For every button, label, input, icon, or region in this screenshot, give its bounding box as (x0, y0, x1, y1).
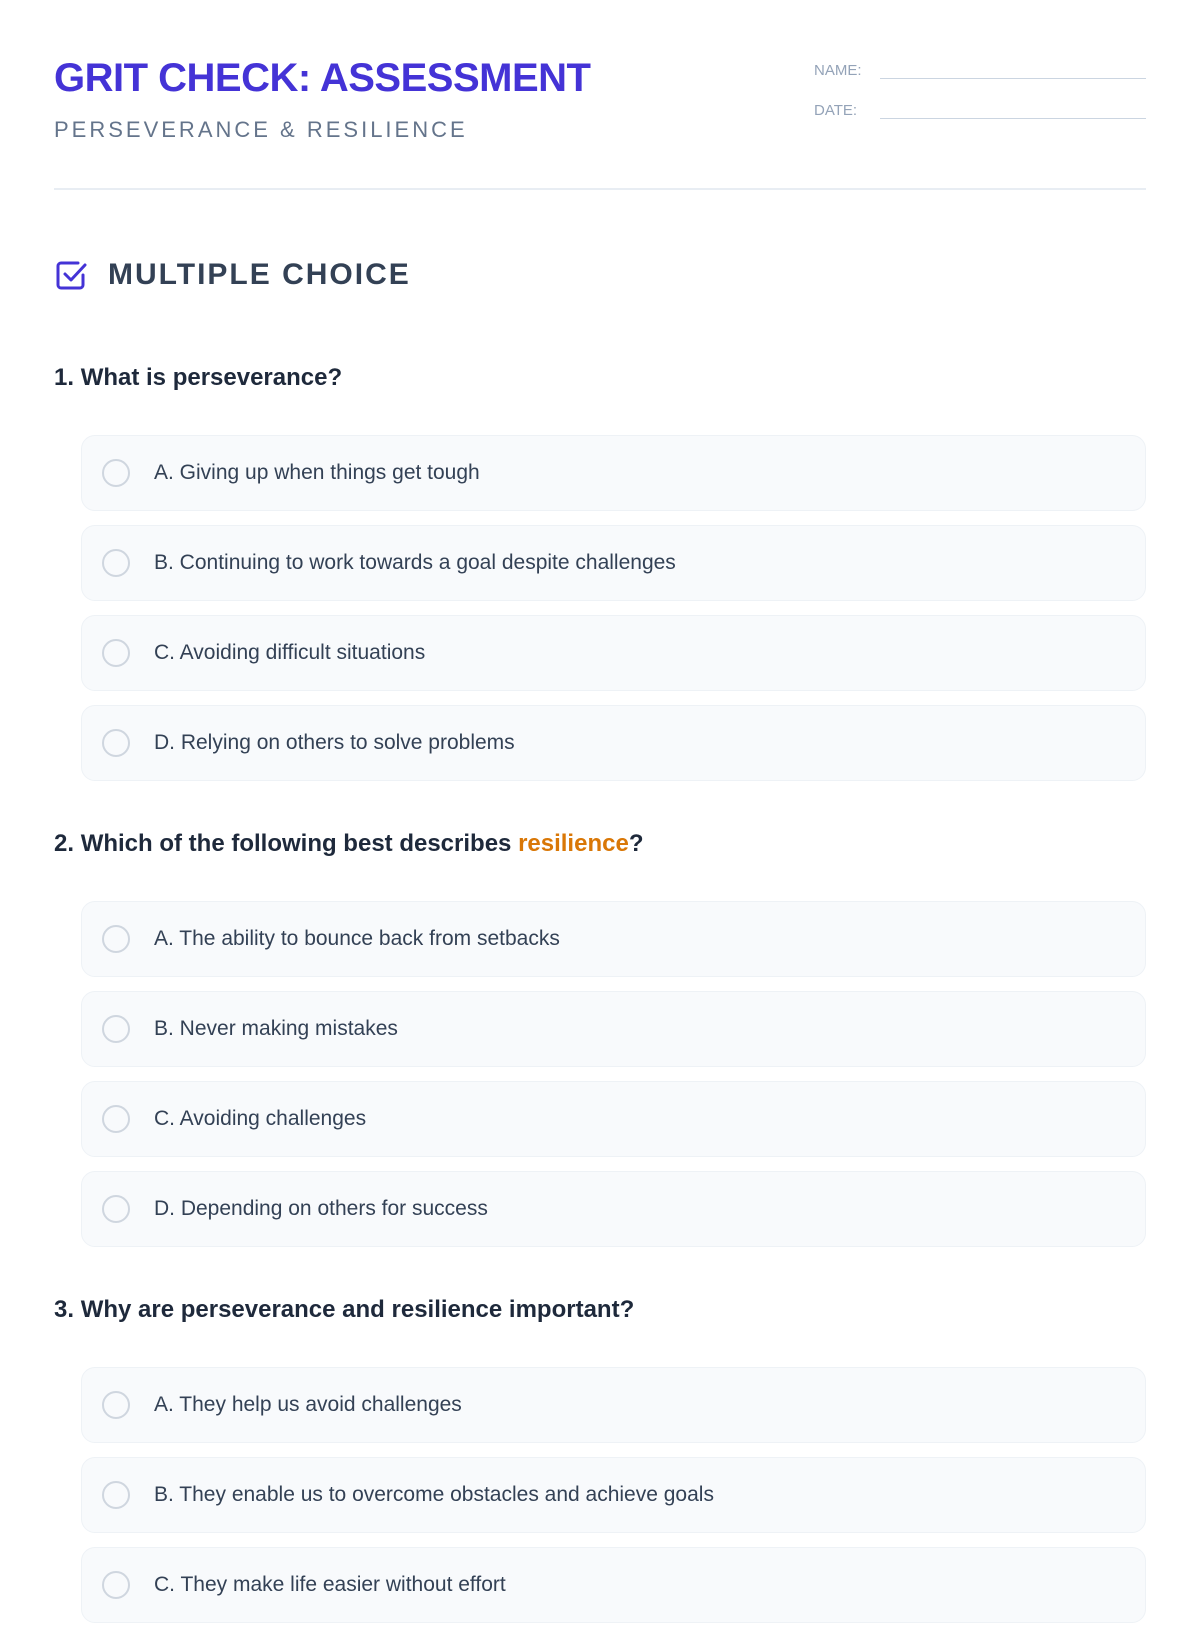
date-label: DATE: (814, 102, 858, 119)
header (54, 0, 1146, 190)
radio-button[interactable] (102, 639, 130, 667)
question-suffix: ? (628, 830, 644, 857)
question-text (54, 824, 1146, 864)
question-prompt: Which of the following best describes (80, 830, 519, 857)
date-row (814, 94, 1146, 119)
option-label: C. They make life easier without effort (154, 1573, 506, 1596)
question-number: 1. (54, 364, 75, 391)
option-list (81, 1367, 1146, 1623)
option-a[interactable] (81, 1367, 1146, 1443)
question-text (54, 358, 1146, 398)
option-a[interactable] (81, 901, 1146, 977)
option-list (81, 435, 1146, 781)
radio-button[interactable] (102, 1195, 130, 1223)
option-label: B. They enable us to overcome obstacles and achieve goals (154, 1483, 714, 1506)
radio-button[interactable] (102, 1481, 130, 1509)
radio-button[interactable] (102, 1105, 130, 1133)
option-b[interactable] (81, 525, 1146, 601)
question-3 (54, 1290, 1146, 1637)
option-c[interactable] (81, 1547, 1146, 1623)
option-label: A. They help us avoid challenges (154, 1393, 462, 1416)
option-b[interactable] (81, 1457, 1146, 1533)
name-row (814, 54, 1146, 79)
radio-button[interactable] (102, 925, 130, 953)
option-d[interactable] (81, 1171, 1146, 1247)
name-field[interactable] (880, 54, 1146, 79)
option-label: B. Never making mistakes (154, 1017, 398, 1040)
name-label: NAME: (814, 62, 862, 79)
question-1 (54, 358, 1146, 795)
question-number: 3. (54, 1296, 75, 1323)
radio-button[interactable] (102, 1015, 130, 1043)
question-number: 2. (54, 830, 75, 857)
option-b[interactable] (81, 991, 1146, 1067)
radio-button[interactable] (102, 729, 130, 757)
option-label: D. Depending on others for success (154, 1197, 488, 1220)
option-label: C. Avoiding difficult situations (154, 641, 426, 664)
header-divider (54, 188, 1146, 190)
option-c[interactable] (81, 615, 1146, 691)
radio-button[interactable] (102, 1571, 130, 1599)
option-label: A. The ability to bounce back from setbacks (154, 927, 560, 950)
radio-button[interactable] (102, 549, 130, 577)
radio-button[interactable] (102, 1391, 130, 1419)
page-title: GRIT CHECK: ASSESSMENT (54, 56, 591, 100)
question-text (54, 1290, 1146, 1330)
question-2 (54, 824, 1146, 1261)
question-keyword: resilience (518, 830, 629, 857)
radio-button[interactable] (102, 459, 130, 487)
section-title: MULTIPLE CHOICE (108, 258, 411, 291)
option-label: A. Giving up when things get tough (154, 461, 480, 484)
option-label: D. Relying on others to solve problems (154, 731, 515, 754)
option-c[interactable] (81, 1081, 1146, 1157)
option-label: C. Avoiding challenges (154, 1107, 367, 1130)
question-prompt: Why are perseverance and resilience important? (80, 1296, 635, 1323)
date-field[interactable] (880, 94, 1146, 119)
page-subtitle: PERSEVERANCE & RESILIENCE (54, 117, 468, 142)
option-d[interactable] (81, 705, 1146, 781)
section-heading (54, 258, 411, 292)
option-label: B. Continuing to work towards a goal despite challenges (154, 551, 676, 574)
option-a[interactable] (81, 435, 1146, 511)
question-prompt: What is perseverance? (80, 364, 343, 391)
option-list (81, 901, 1146, 1247)
checkbox-icon (54, 258, 88, 292)
